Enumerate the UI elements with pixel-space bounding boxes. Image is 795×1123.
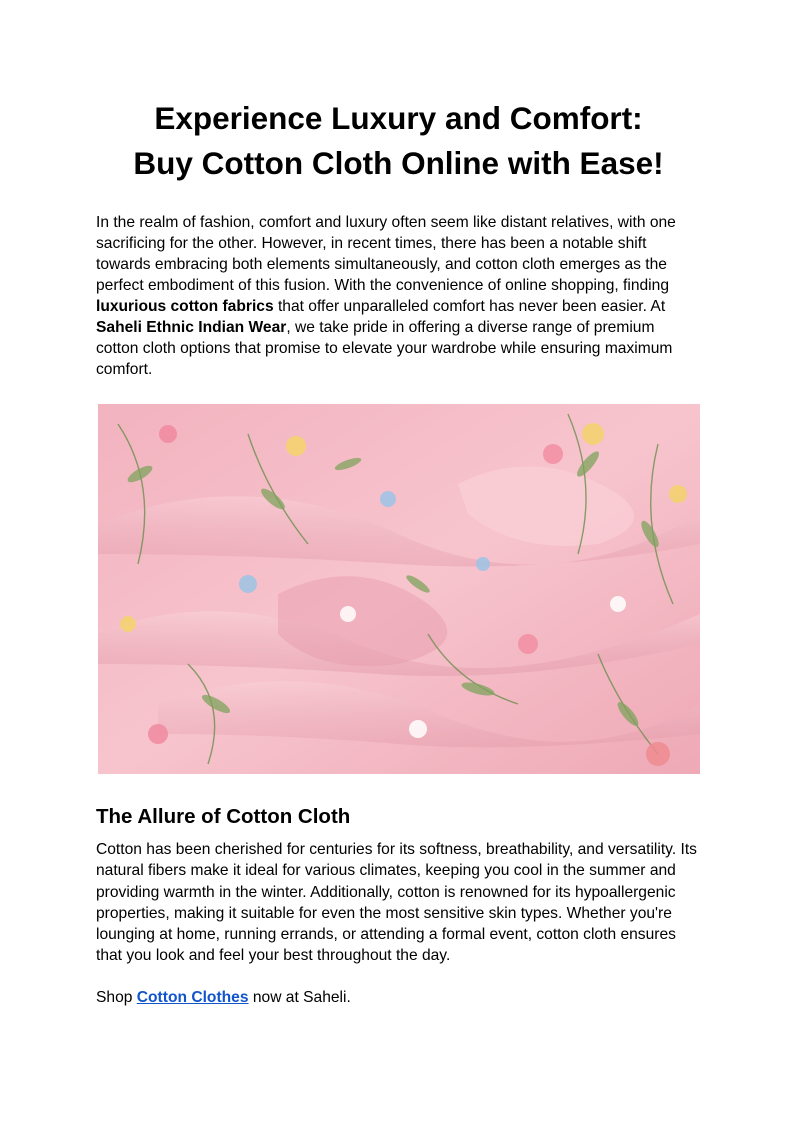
- shop-line: [96, 987, 351, 1008]
- shop-suffix: now at Saheli.: [248, 989, 351, 1006]
- cotton-clothes-link[interactable]: Cotton Clothes: [136, 989, 249, 1006]
- intro-text-1: In the realm of fashion, comfort and luxury often seem like distant relatives, with one sacrificing for the other. However, in recent times, there has been a notable shift towards embracing both elements simultaneously, and cotton cloth emerges as the perfect embodiment of this fusion. With the convenience of online shopping, finding: [96, 214, 676, 294]
- title-line-2: Buy Cotton Cloth Online with Ease!: [133, 145, 664, 181]
- section-heading: The Allure of Cotton Cloth: [96, 805, 351, 828]
- intro-bold-saheli: Saheli Ethnic Indian Wear: [96, 319, 287, 336]
- section-body: Cotton has been cherished for centuries for its softness, breathability, and versatility. Its natural fibers make it ideal for various climates, keeping you cool in the summer and providing warmth in the winter. Additionally, cotton is renowned for its hypoallergenic properties, making it suitable for even the most sensitive skin types. Whether you're lounging at home, running errands, or attending a formal event, cotton cloth ensures that you look and feel your best throughout the day.: [96, 841, 697, 965]
- title-line-1: Experience Luxury and Comfort:: [154, 100, 643, 136]
- shop-prefix: Shop: [96, 989, 137, 1006]
- intro-paragraph: [96, 212, 701, 380]
- intro-bold-luxurious-cotton-fabrics: luxurious cotton fabrics: [96, 298, 274, 315]
- floral-cotton-fabric-image: [98, 404, 700, 774]
- intro-text-2: that offer unparalleled comfort has never been easier. At: [273, 298, 666, 315]
- page-title: [96, 96, 701, 186]
- intro-text-3: , we take pride in offering a diverse range of premium cotton cloth options that promise to elevate your wardrobe while ensuring maximum comfort.: [96, 319, 673, 378]
- fabric-illustration: [98, 404, 700, 774]
